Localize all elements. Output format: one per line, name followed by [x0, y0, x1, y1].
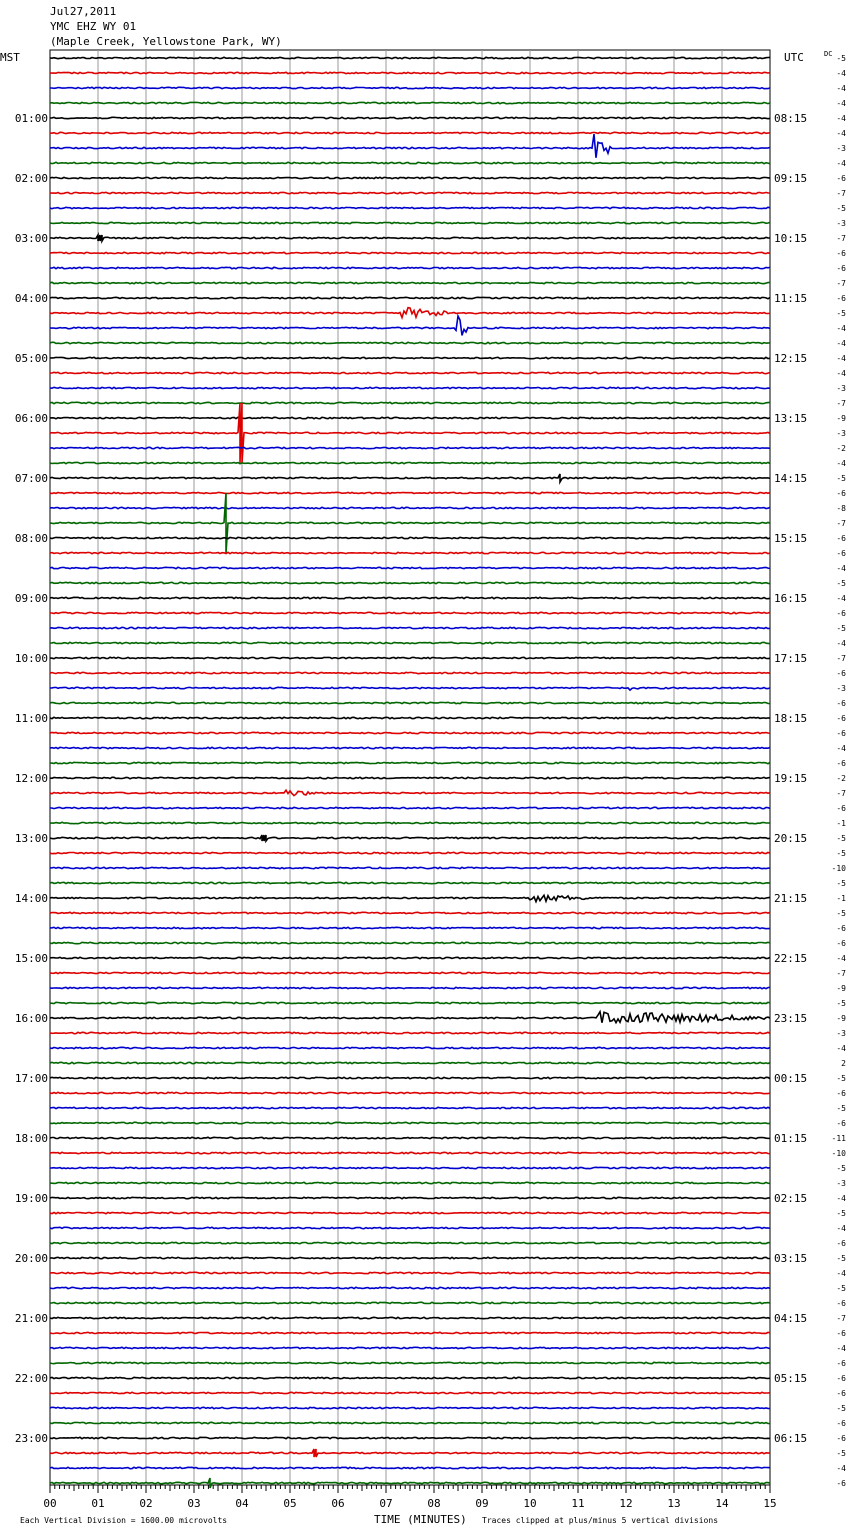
- right-hour-label: 00:15: [774, 1072, 808, 1085]
- trace-row-25: [50, 403, 770, 463]
- plot-frame: [50, 50, 770, 1485]
- dc-offset-label: -5: [836, 579, 846, 588]
- dc-offset-label: -4: [836, 459, 846, 468]
- left-hour-label: 22:00: [14, 1372, 48, 1385]
- trace-row-17: [50, 308, 770, 318]
- trace-row-49: [50, 790, 770, 795]
- dc-offset-label: -5: [836, 1074, 846, 1083]
- dc-title: DC: [824, 50, 833, 58]
- left-axis-title: MST: [0, 51, 20, 64]
- dc-offset-label: -6: [836, 1389, 846, 1398]
- trace-row-84: [50, 1317, 770, 1318]
- x-tick-label: 12: [619, 1497, 633, 1510]
- dc-offset-label: -4: [836, 1194, 846, 1203]
- trace-row-86: [50, 1347, 770, 1348]
- trace-row-51: [50, 822, 770, 823]
- dc-offset-label: -4: [836, 1269, 846, 1278]
- dc-offset-label: -6: [836, 294, 846, 303]
- dc-offset-label: -10: [831, 1149, 846, 1158]
- dc-offset-label: -6: [836, 669, 846, 678]
- right-hour-label: 12:15: [774, 352, 808, 365]
- trace-row-35: [50, 582, 770, 583]
- trace-row-45: [50, 732, 770, 733]
- right-hour-label: 01:15: [774, 1132, 808, 1145]
- trace-row-61: [50, 972, 770, 973]
- right-hour-label: 10:15: [774, 232, 808, 245]
- dc-offset-label: -3: [836, 684, 846, 693]
- left-hour-label: 09:00: [14, 592, 48, 605]
- right-hour-label: 09:15: [774, 172, 808, 185]
- trace-row-28: [50, 474, 770, 482]
- trace-row-54: [50, 867, 770, 868]
- dc-offset-label: -4: [836, 84, 846, 93]
- dc-offset-label: -5: [836, 309, 846, 318]
- dc-offset-label: -5: [836, 849, 846, 858]
- dc-offset-label: -6: [836, 759, 846, 768]
- right-hour-label: 11:15: [774, 292, 808, 305]
- trace-row-80: [50, 1257, 770, 1258]
- right-hour-label: 08:15: [774, 112, 808, 125]
- trace-row-8: [50, 177, 770, 178]
- trace-row-34: [50, 567, 770, 568]
- trace-row-93: [50, 1449, 770, 1457]
- left-hour-label: 23:00: [14, 1432, 48, 1445]
- dc-offset-label: -7: [836, 519, 846, 528]
- trace-row-12: [50, 235, 770, 241]
- dc-offset-label: -11: [831, 1134, 846, 1143]
- trace-row-15: [50, 282, 770, 283]
- trace-row-75: [50, 1182, 770, 1183]
- dc-offset-label: -6: [836, 1119, 846, 1128]
- dc-offset-label: -4: [836, 639, 846, 648]
- trace-row-41: [50, 672, 770, 673]
- dc-offset-label: -5: [836, 1404, 846, 1413]
- right-hour-label: 21:15: [774, 892, 808, 905]
- dc-offset-label: -3: [836, 219, 846, 228]
- dc-offset-label: -4: [836, 369, 846, 378]
- dc-offset-label: -3: [836, 1179, 846, 1188]
- left-hour-label: 05:00: [14, 352, 48, 365]
- dc-offset-label: -7: [836, 969, 846, 978]
- dc-offset-label: -6: [836, 714, 846, 723]
- left-hour-label: 08:00: [14, 532, 48, 545]
- dc-offset-label: -10: [831, 864, 846, 873]
- dc-offset-label: -6: [836, 699, 846, 708]
- x-tick-label: 10: [523, 1497, 537, 1510]
- trace-row-90: [50, 1407, 770, 1408]
- dc-offset-label: -5: [836, 624, 846, 633]
- dc-offset-label: -5: [836, 999, 846, 1008]
- trace-row-89: [50, 1392, 770, 1393]
- trace-row-73: [50, 1152, 770, 1153]
- trace-row-67: [50, 1062, 770, 1063]
- dc-offset-label: -6: [836, 1329, 846, 1338]
- trace-row-72: [50, 1137, 770, 1138]
- left-hour-label: 13:00: [14, 832, 48, 845]
- right-hour-label: 14:15: [774, 472, 808, 485]
- left-hour-label: 12:00: [14, 772, 48, 785]
- dc-offset-label: -6: [836, 1479, 846, 1488]
- trace-row-79: [50, 1242, 770, 1243]
- trace-row-18: [50, 316, 770, 335]
- station-location: (Maple Creek, Yellowstone Park, WY): [50, 35, 282, 48]
- dc-offset-label: -6: [836, 1299, 846, 1308]
- dc-offset-label: -4: [836, 594, 846, 603]
- dc-offset-label: -5: [836, 1449, 846, 1458]
- dc-offset-label: -6: [836, 729, 846, 738]
- right-hour-label: 04:15: [774, 1312, 808, 1325]
- dc-offset-label: -4: [836, 1224, 846, 1233]
- trace-row-55: [50, 882, 770, 883]
- x-tick-label: 14: [715, 1497, 729, 1510]
- trace-row-23: [50, 402, 770, 403]
- trace-row-62: [50, 987, 770, 988]
- right-hour-label: 15:15: [774, 532, 808, 545]
- x-tick-label: 08: [427, 1497, 441, 1510]
- trace-row-4: [50, 117, 770, 118]
- station-code: YMC EHZ WY 01: [50, 20, 137, 33]
- trace-row-48: [50, 777, 770, 778]
- trace-row-13: [50, 252, 770, 253]
- left-hour-label: 03:00: [14, 232, 48, 245]
- trace-row-94: [50, 1467, 770, 1468]
- dc-offset-label: -2: [836, 774, 846, 783]
- dc-offset-label: -6: [836, 264, 846, 273]
- dc-offset-label: -8: [836, 504, 846, 513]
- dc-offset-label: -4: [836, 114, 846, 123]
- dc-offset-label: -5: [836, 834, 846, 843]
- dc-offset-label: -6: [836, 1374, 846, 1383]
- dc-offset-label: -5: [836, 204, 846, 213]
- trace-row-2: [50, 87, 770, 88]
- x-axis-label: TIME (MINUTES): [374, 1513, 467, 1526]
- dc-offset-label: -1: [836, 819, 846, 828]
- trace-row-27: [50, 462, 770, 463]
- dc-offset-label: -4: [836, 324, 846, 333]
- trace-row-11: [50, 222, 770, 223]
- x-tick-label: 15: [763, 1497, 777, 1510]
- right-hour-label: 20:15: [774, 832, 808, 845]
- trace-row-7: [50, 162, 770, 163]
- trace-row-6: [50, 134, 770, 158]
- trace-row-40: [50, 657, 770, 658]
- dc-offset-label: -5: [836, 1254, 846, 1263]
- trace-row-46: [50, 747, 770, 748]
- trace-row-33: [50, 552, 770, 553]
- trace-row-3: [50, 102, 770, 103]
- dc-offset-label: -5: [836, 879, 846, 888]
- trace-row-64: [50, 1012, 770, 1023]
- trace-row-14: [50, 267, 770, 268]
- trace-row-44: [50, 717, 770, 718]
- dc-offset-label: -4: [836, 954, 846, 963]
- x-tick-label: 09: [475, 1497, 489, 1510]
- dc-offset-label: -4: [836, 129, 846, 138]
- trace-row-69: [50, 1092, 770, 1093]
- trace-row-53: [50, 852, 770, 853]
- dc-offset-label: -7: [836, 654, 846, 663]
- right-axis-title: UTC: [784, 51, 804, 64]
- left-hour-label: 11:00: [14, 712, 48, 725]
- dc-offset-label: -4: [836, 99, 846, 108]
- dc-offset-label: -6: [836, 249, 846, 258]
- trace-row-39: [50, 642, 770, 643]
- trace-row-58: [50, 927, 770, 928]
- dc-offset-label: -6: [836, 939, 846, 948]
- dc-offset-label: -7: [836, 189, 846, 198]
- left-hour-label: 06:00: [14, 412, 48, 425]
- trace-row-29: [50, 492, 770, 493]
- trace-row-68: [50, 1077, 770, 1078]
- right-hour-label: 17:15: [774, 652, 808, 665]
- trace-row-88: [50, 1377, 770, 1378]
- scale-note: Each Vertical Division = 1600.00 microvolts: [20, 1516, 228, 1525]
- dc-offset-label: -4: [836, 159, 846, 168]
- trace-row-22: [50, 387, 770, 388]
- trace-row-32: [50, 537, 770, 538]
- dc-offset-label: -4: [836, 1044, 846, 1053]
- dc-offset-label: -5: [836, 1284, 846, 1293]
- left-hour-label: 17:00: [14, 1072, 48, 1085]
- x-tick-label: 13: [667, 1497, 681, 1510]
- left-hour-label: 16:00: [14, 1012, 48, 1025]
- x-tick-label: 04: [235, 1497, 249, 1510]
- trace-row-26: [50, 447, 770, 448]
- trace-row-87: [50, 1362, 770, 1363]
- trace-row-1: [50, 72, 770, 73]
- trace-row-76: [50, 1197, 770, 1198]
- dc-offset-label: -3: [836, 384, 846, 393]
- trace-row-60: [50, 957, 770, 958]
- dc-offset-label: -3: [836, 429, 846, 438]
- trace-row-66: [50, 1047, 770, 1048]
- trace-row-43: [50, 702, 770, 703]
- right-hour-label: 02:15: [774, 1192, 808, 1205]
- right-hour-label: 03:15: [774, 1252, 808, 1265]
- dc-offset-label: -2: [836, 444, 846, 453]
- dc-offset-label: -7: [836, 789, 846, 798]
- trace-row-10: [50, 207, 770, 208]
- left-hour-label: 14:00: [14, 892, 48, 905]
- trace-row-24: [50, 417, 770, 418]
- dc-offset-label: -9: [836, 1014, 846, 1023]
- plot-date: Jul27,2011: [50, 5, 117, 18]
- clip-note: Traces clipped at plus/minus 5 vertical divisions: [482, 1516, 719, 1525]
- dc-offset-label: -5: [836, 1164, 846, 1173]
- trace-row-0: [50, 57, 770, 58]
- trace-row-21: [50, 372, 770, 373]
- trace-row-30: [50, 507, 770, 508]
- dc-offset-label: -6: [836, 1089, 846, 1098]
- dc-offset-label: -1: [836, 894, 846, 903]
- dc-offset-label: -4: [836, 1464, 846, 1473]
- left-hour-label: 21:00: [14, 1312, 48, 1325]
- dc-offset-label: 2: [841, 1059, 846, 1068]
- trace-row-36: [50, 597, 770, 598]
- right-hour-label: 19:15: [774, 772, 808, 785]
- dc-offset-label: -7: [836, 399, 846, 408]
- dc-offset-label: -6: [836, 174, 846, 183]
- trace-row-83: [50, 1302, 770, 1303]
- right-hour-label: 06:15: [774, 1432, 808, 1445]
- dc-offset-label: -4: [836, 1344, 846, 1353]
- dc-offset-label: -5: [836, 474, 846, 483]
- x-tick-label: 03: [187, 1497, 201, 1510]
- dc-offset-label: -4: [836, 339, 846, 348]
- trace-row-31: [50, 493, 770, 553]
- dc-offset-label: -6: [836, 1359, 846, 1368]
- dc-offset-label: -4: [836, 69, 846, 78]
- x-tick-label: 00: [43, 1497, 57, 1510]
- dc-offset-label: -3: [836, 144, 846, 153]
- trace-row-91: [50, 1422, 770, 1423]
- x-tick-label: 11: [571, 1497, 585, 1510]
- trace-row-59: [50, 942, 770, 943]
- left-hour-label: 07:00: [14, 472, 48, 485]
- dc-offset-label: -5: [836, 1104, 846, 1113]
- trace-row-57: [50, 912, 770, 913]
- dc-offset-label: -6: [836, 924, 846, 933]
- left-hour-label: 01:00: [14, 112, 48, 125]
- dc-offset-label: -6: [836, 1419, 846, 1428]
- dc-offset-label: -4: [836, 564, 846, 573]
- left-hour-label: 02:00: [14, 172, 48, 185]
- dc-offset-label: -3: [836, 1029, 846, 1038]
- x-tick-label: 05: [283, 1497, 297, 1510]
- dc-offset-label: -6: [836, 489, 846, 498]
- dc-offset-label: -7: [836, 279, 846, 288]
- trace-row-42: [50, 687, 770, 690]
- trace-row-5: [50, 132, 770, 133]
- dc-offset-label: -6: [836, 1434, 846, 1443]
- trace-row-85: [50, 1332, 770, 1333]
- trace-row-9: [50, 192, 770, 193]
- right-hour-label: 23:15: [774, 1012, 808, 1025]
- trace-row-20: [50, 357, 770, 358]
- x-tick-label: 07: [379, 1497, 393, 1510]
- right-hour-label: 05:15: [774, 1372, 808, 1385]
- dc-offset-label: -4: [836, 354, 846, 363]
- dc-offset-label: -7: [836, 1314, 846, 1323]
- trace-row-19: [50, 342, 770, 343]
- dc-offset-label: -6: [836, 804, 846, 813]
- left-hour-label: 10:00: [14, 652, 48, 665]
- trace-row-74: [50, 1167, 770, 1168]
- trace-row-56: [50, 895, 770, 901]
- left-hour-label: 20:00: [14, 1252, 48, 1265]
- trace-row-70: [50, 1107, 770, 1108]
- dc-offset-label: -5: [836, 909, 846, 918]
- dc-offset-label: -4: [836, 744, 846, 753]
- dc-offset-label: -5: [836, 1209, 846, 1218]
- dc-offset-label: -6: [836, 1239, 846, 1248]
- trace-row-65: [50, 1032, 770, 1033]
- left-hour-label: 04:00: [14, 292, 48, 305]
- trace-row-78: [50, 1227, 770, 1228]
- left-hour-label: 15:00: [14, 952, 48, 965]
- trace-row-82: [50, 1287, 770, 1288]
- trace-row-37: [50, 612, 770, 613]
- x-tick-label: 02: [139, 1497, 153, 1510]
- x-tick-label: 06: [331, 1497, 345, 1510]
- dc-offset-label: -9: [836, 414, 846, 423]
- trace-row-52: [50, 835, 770, 841]
- dc-offset-label: -6: [836, 549, 846, 558]
- trace-row-71: [50, 1122, 770, 1123]
- dc-offset-label: -9: [836, 984, 846, 993]
- dc-offset-label: -6: [836, 609, 846, 618]
- right-hour-label: 16:15: [774, 592, 808, 605]
- dc-offset-label: -7: [836, 234, 846, 243]
- right-hour-label: 13:15: [774, 412, 808, 425]
- dc-offset-label: -5: [836, 54, 846, 63]
- trace-row-50: [50, 807, 770, 808]
- left-hour-label: 18:00: [14, 1132, 48, 1145]
- dc-offset-label: -6: [836, 534, 846, 543]
- trace-row-47: [50, 762, 770, 763]
- x-tick-label: 01: [91, 1497, 105, 1510]
- right-hour-label: 22:15: [774, 952, 808, 965]
- trace-row-63: [50, 1002, 770, 1003]
- trace-row-77: [50, 1212, 770, 1213]
- trace-row-81: [50, 1272, 770, 1273]
- trace-row-38: [50, 627, 770, 628]
- trace-row-92: [50, 1437, 770, 1438]
- left-hour-label: 19:00: [14, 1192, 48, 1205]
- trace-row-16: [50, 297, 770, 298]
- right-hour-label: 18:15: [774, 712, 808, 725]
